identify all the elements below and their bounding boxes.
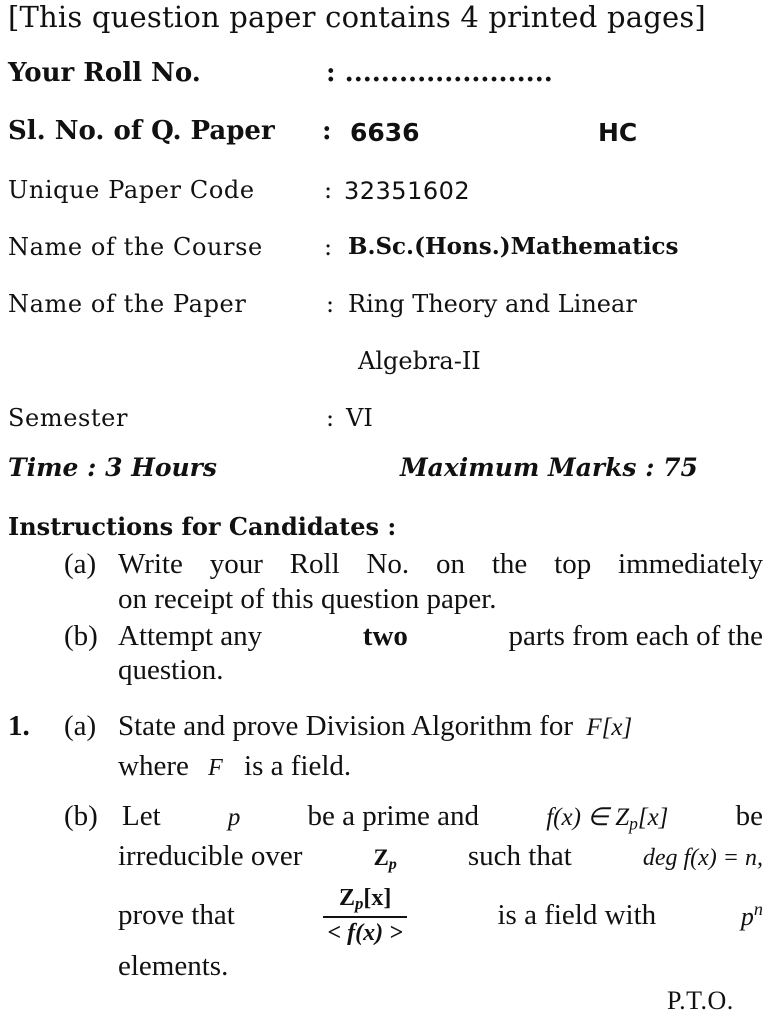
course-colon: : [324, 233, 333, 261]
pto-marker: P.T.O. [667, 986, 734, 1015]
semester-value: VI [346, 404, 373, 432]
q1b-be-prime: be a prime and [307, 800, 480, 832]
q1a-line2-post: is a field. [244, 750, 352, 782]
printed-pages-note: [This question paper contains 4 printed pages] [8, 0, 706, 34]
serial-no-colon: : [322, 116, 332, 146]
q1b-is-field: is a field with [497, 898, 657, 931]
q1b-line1 [122, 800, 763, 834]
q1a-marker: (a) [64, 710, 97, 742]
roll-no-label: Your Roll No. [8, 58, 201, 88]
paper-value-line2: Algebra-II [358, 347, 481, 375]
paper-colon: : [326, 290, 335, 318]
q1b-line3 [118, 886, 763, 945]
maximum-marks: Maximum Marks : 75 [400, 453, 698, 482]
instruction-a-line2: on receipt of this question paper. [118, 583, 497, 615]
instruction-b-bold: two [362, 620, 408, 652]
q1b-quotient-fraction [323, 886, 406, 945]
q1b-p-power-n: $p^n$ [740, 898, 763, 931]
q1b-fx-in-zp: f(x) ∈ $Z_p[x]$ [546, 804, 669, 834]
instruction-b-post: parts from each of the [508, 620, 763, 652]
paper-label: Name of the Paper [8, 290, 247, 318]
q1b-be2: be [735, 800, 763, 832]
serial-no-value: 6636 [350, 118, 420, 147]
instruction-b-pre: Attempt any [118, 620, 263, 652]
instruction-a-line1: Write your Roll No. on the top immediately [118, 548, 763, 580]
instruction-b-line2: question. [118, 654, 224, 686]
q1b-irreducible: irreducible over [118, 840, 303, 872]
roll-no-value: : ....................... [326, 58, 553, 88]
q1a-line1 [118, 710, 632, 743]
q1a-math-f: F [208, 755, 223, 781]
q1b-such-that: such that [467, 840, 572, 872]
instruction-b-marker: (b) [64, 620, 98, 652]
upc-label: Unique Paper Code [8, 176, 255, 204]
q1b-fraction-numerator: $Z_p[x]$ [323, 886, 406, 918]
question-number: 1. [8, 710, 30, 742]
q1b-prove-that: prove that [118, 898, 235, 931]
semester-label: Semester [8, 404, 129, 432]
q1b-marker: (b) [64, 800, 98, 832]
q1b-elements: elements. [118, 950, 229, 982]
q1b-let: Let [122, 800, 161, 832]
q1b-zp: $Z_p$ [373, 845, 397, 874]
semester-colon: : [326, 404, 335, 432]
instructions-title: Instructions for Candidates : [8, 512, 397, 541]
q1b-line2 [118, 840, 763, 874]
serial-no-label: Sl. No. of Q. Paper [8, 116, 275, 146]
q1a-line2 [118, 750, 351, 783]
course-value: B.Sc.(Hons.)Mathematics [348, 233, 679, 260]
q1a-math-fx: F[x] [586, 714, 633, 741]
q1b-fraction-denominator: < f(x) > [327, 919, 403, 946]
q1b-p: p [227, 804, 241, 831]
q1a-text: State and prove Division Algorithm for [118, 710, 574, 742]
upc-value: 32351602 [344, 177, 471, 205]
q1a-line2-pre: where [118, 750, 189, 782]
upc-colon: : [324, 176, 333, 204]
serial-code: HC [598, 118, 638, 147]
instruction-a-marker: (a) [64, 548, 97, 580]
paper-value-line1: Ring Theory and Linear [348, 290, 637, 318]
course-label: Name of the Course [8, 233, 263, 261]
time-allowed: Time : 3 Hours [8, 453, 217, 482]
instruction-b-line1 [118, 620, 763, 653]
q1b-deg: deg f(x) = n, [642, 845, 763, 871]
